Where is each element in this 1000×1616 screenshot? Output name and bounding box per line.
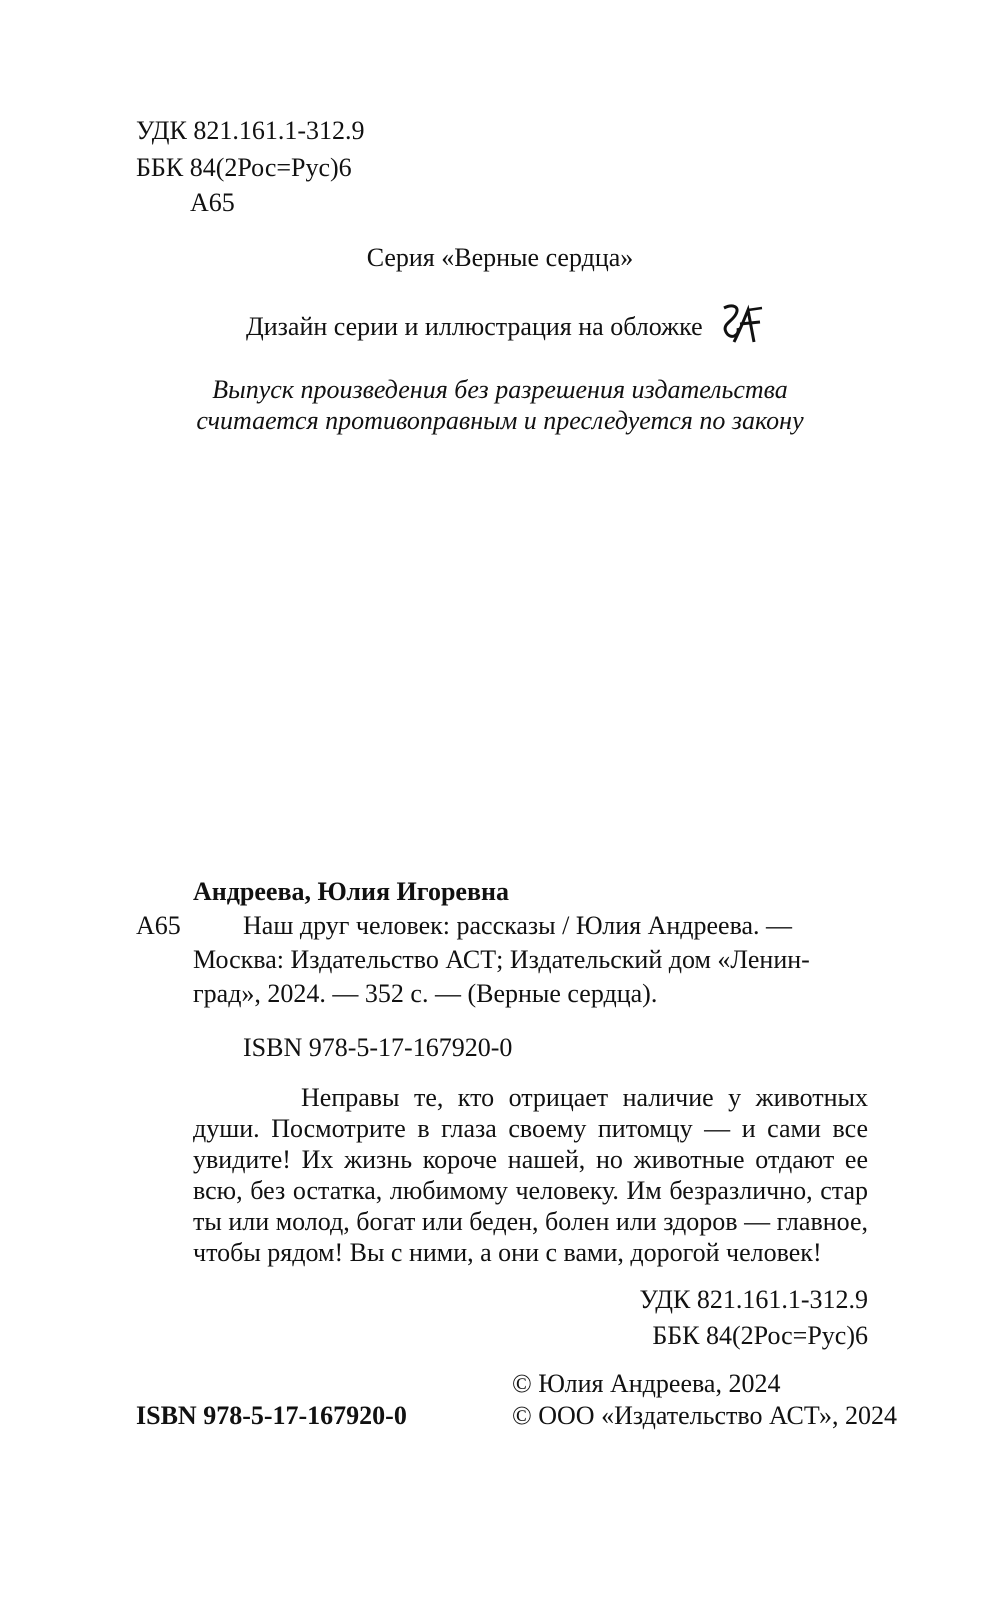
footer-bbk: ББК 84(2Рос=Рус)6	[652, 1321, 868, 1350]
copyright-publisher: © ООО «Издательство АСТ», 2024	[512, 1401, 898, 1430]
catalog-line-3: град», 2024. — 352 с. — (Верные сердца).	[193, 979, 658, 1008]
annotation-text: Неправы те, кто отрицает наличие у животных души. Посмотрите в глаза своему питомцу — и сами все увидите! Их жизнь короче нашей, но животные отдают ее всю, без остатка, любимому человеку. Им безразлично, стар ты или молод, богат или беден, болен или здоров — главное, чтобы рядом! Вы с ними, а они с вами, дорогой человек!	[193, 1083, 868, 1267]
copyright-author: © Юлия Андреева, 2024	[512, 1369, 781, 1398]
footer-isbn: ISBN 978-5-17-167920-0	[136, 1401, 407, 1430]
catalog-line-2: Москва: Издательство АСТ; Издательский дом «Ленин-	[193, 945, 810, 974]
series-title: Серия «Верные сердца»	[366, 243, 634, 272]
warning-line-1: Выпуск произведения без разрешения издательства	[212, 375, 788, 404]
catalog-line-1: Наш друг человек: рассказы / Юлия Андреева. —	[243, 911, 793, 940]
designer-signature-icon	[718, 302, 764, 346]
catalog-mark: А65	[136, 911, 181, 940]
design-credit: Дизайн серии и иллюстрация на обложке	[246, 312, 703, 341]
udk-code: УДК 821.161.1-312.9	[136, 116, 365, 145]
catalog-isbn: ISBN 978-5-17-167920-0	[243, 1033, 513, 1062]
catalog-author: Андреева, Юлия Игоревна	[193, 877, 509, 906]
author-mark: А65	[190, 188, 235, 217]
warning-line-2: считается противоправным и преследуется по закону	[196, 406, 804, 435]
bbk-code: ББК 84(2Рос=Рус)6	[136, 153, 352, 182]
footer-udk: УДК 821.161.1-312.9	[639, 1285, 868, 1314]
